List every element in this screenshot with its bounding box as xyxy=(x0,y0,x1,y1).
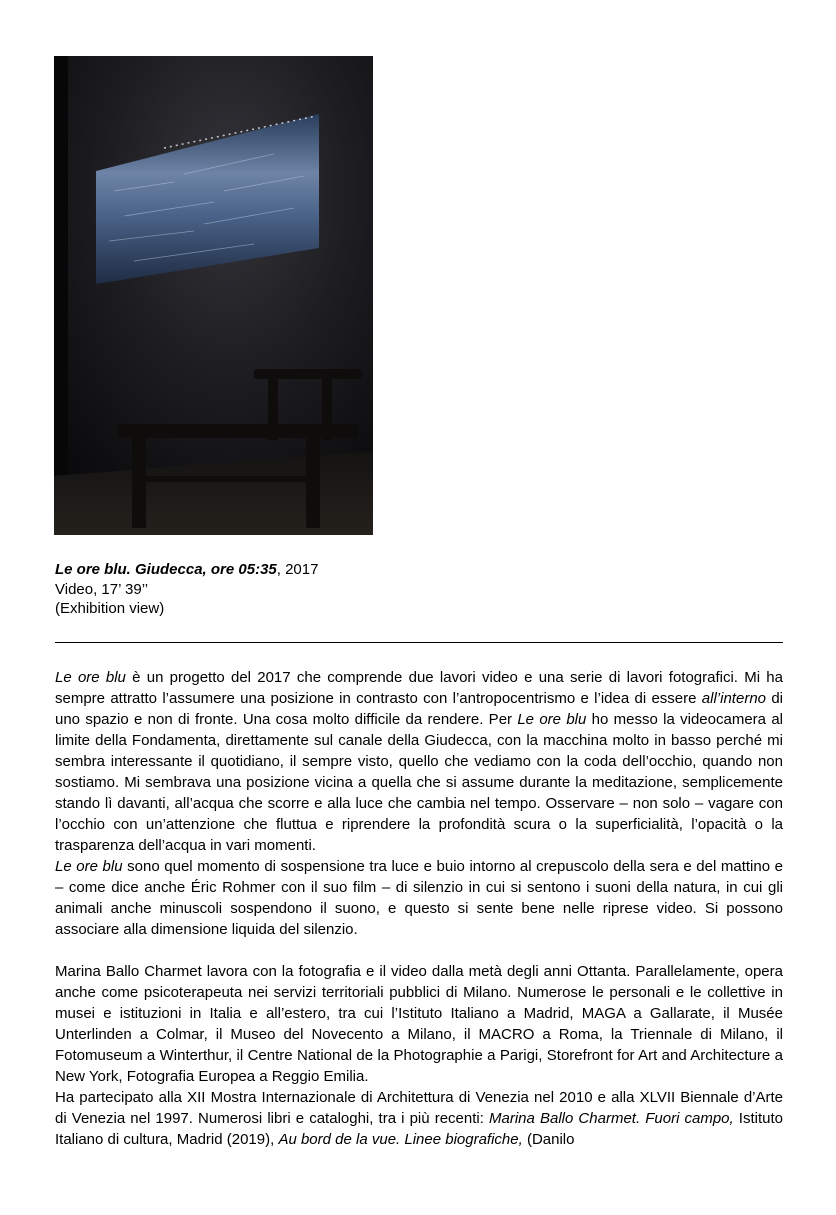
exhibition-photo xyxy=(54,56,373,535)
italic-text: Au bord de la vue. Linee biografiche, xyxy=(278,1131,523,1148)
artwork-title: Le ore blu. Giudecca, ore 05:35 xyxy=(55,561,277,578)
italic-text: Le ore blu xyxy=(517,711,587,728)
text-run: di uno spazio e non di fronte. Una cosa molto difficile da rendere. Per xyxy=(55,690,783,728)
paragraph-project-description xyxy=(55,667,783,856)
text-run: Marina Ballo Charmet lavora con la fotografia e il video dalla metà degli anni Ottanta. Parallelamente, opera anche come psicoterapeuta nei servizi territoriali pubblici di Milano. Numerose le personali e le collettive in musei e istituzioni in Italia e all’estero, tra cui l’Istituto Italiano a Madrid, MAGA a Gallarate, il Musée Unterlinden a Colmar, il Museo del Novecento a Milano, il MACRO a Roma, la Triennale di Milano, il Fotomuseum a Winterthur, il Centre National de la Photographie a Parigi, Storefront for Art and Architecture a New York, Fotografia Europea a Reggio Emilia. xyxy=(55,963,783,1085)
italic-text: Le ore blu xyxy=(55,669,126,686)
paragraph-exhibitions xyxy=(55,1087,783,1150)
text-run: ho messo la videocamera al limite della Fondamenta, direttamente sul canale della Giudecca, con la macchina molto in basso perché mi sembra interessante il quotidiano, il sempre visto, quello che vediamo con la coda dell’occhio, quando non sostiamo. Mi sembrava una posizione vicina a quella che si assume durante la meditazione, semplicemente stando lì davanti, all’acqua che scorre e alla luce che cambia nel tempo. Osservare – non solo – vagare con l’occhio con un’attenzione che fluttua e riprendere la profondità scura o la superficialità, l’opacità o la trasparenza dell’acqua in vari momenti. xyxy=(55,711,783,854)
body-text xyxy=(55,667,783,1150)
paragraph-biography xyxy=(55,961,783,1087)
artwork-medium: Video, 17’ 39’’ xyxy=(55,580,149,598)
italic-text: all’interno xyxy=(701,690,767,707)
artwork-caption xyxy=(55,560,318,619)
text-run: è un progetto del 2017 che comprende due lavori video e una serie di lavori fotografici. Mi ha sempre attratto l’assumere una posizione in contrasto con l’antropocentrismo e l’idea di essere xyxy=(55,669,783,707)
horizontal-divider xyxy=(55,642,783,643)
text-run: Istituto Italiano di cultura, Madrid (2019), xyxy=(55,1110,783,1148)
text-run: (Danilo xyxy=(522,1131,575,1148)
italic-text: Le ore blu xyxy=(55,858,123,875)
italic-text: Marina Ballo Charmet. Fuori campo, xyxy=(489,1110,734,1127)
paragraph-blue-hours xyxy=(55,856,783,940)
artwork-note: (Exhibition view) xyxy=(55,600,165,617)
exhibition-view-image xyxy=(54,56,373,535)
artwork-year: , 2017 xyxy=(276,561,319,578)
text-run: Ha partecipato alla XII Mostra Internazionale di Architettura di Venezia nel 2010 e alla XLVII Biennale d’Arte di Venezia nel 1997. Numerosi libri e cataloghi, tra i più recenti: xyxy=(55,1089,783,1127)
text-run: sono quel momento di sospensione tra luce e buio intorno al crepuscolo della sera e del mattino e – come dice anche Éric Rohmer con il suo film – di silenzio in cui si sentono i suoni della natura, in cui gli animali anche minuscoli sospendono il suono, e questo si sente bene nelle riprese video. Si possono associare alla dimensione liquida del silenzio. xyxy=(55,858,783,938)
caption-title-line xyxy=(55,560,318,580)
